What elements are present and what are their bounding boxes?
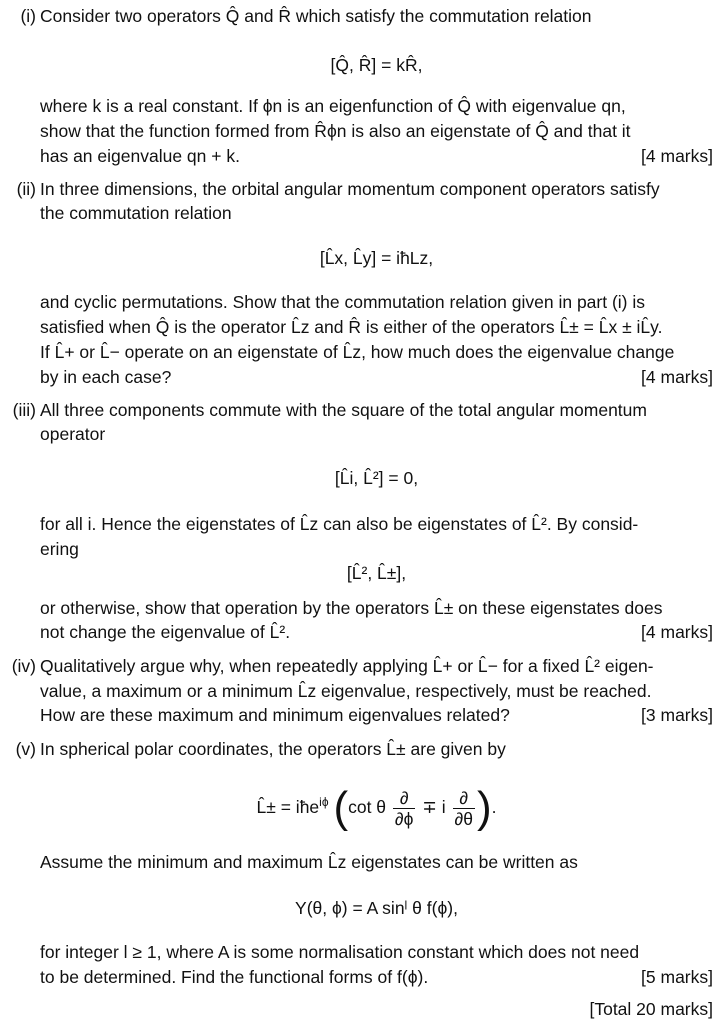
text-line: the commutation relation [40,203,232,223]
equation: [L̂², L̂±], [346,563,407,583]
part-number: (i) [20,6,36,26]
equation-exponent: iϕ [319,795,329,809]
denominator: ∂θ [454,808,473,829]
text-line: by in each case? [40,367,172,387]
marks: [3 marks] [641,705,713,725]
text-line: value, a maximum or a minimum L̂z eigenvalue, respectively, must be reached. [40,681,652,701]
part-number: (ii) [16,179,36,199]
part-number: (iv) [11,656,36,676]
marks: [5 marks] [641,967,713,987]
fraction-dphi [393,788,415,829]
marks: [4 marks] [641,367,713,387]
text-line-with-marks [40,621,713,643]
text-line: All three components commute with the square of the total angular momentum [40,400,647,420]
text-line: for all i. Hence the eigenstates of L̂z can also be eigenstates of L̂². By consid- [40,514,639,534]
equation: [L̂i, L̂²] = 0, [334,468,419,488]
text-line: satisfied when Q̂ is the operator L̂z and R̂ is either of the operators L̂± = L̂x ± iL̂y. [40,317,663,337]
text-line: and cyclic permutations. Show that the commutation relation given in part (i) is [40,292,646,312]
equation: [Q̂, R̂] = kR̂, [330,55,423,75]
text-line-with-marks [40,366,713,388]
text-line: where k is a real constant. If ϕn is an eigenfunction of Q̂ with eigenvalue qn, [40,96,626,116]
text-line: to be determined. Find the functional forms of f(ϕ). [40,967,429,987]
denominator: ∂ϕ [394,808,414,829]
right-paren: ) [476,783,492,833]
text-line: not change the eigenvalue of L̂². [40,622,291,642]
numerator: ∂ [453,788,475,809]
text-line: How are these maximum and minimum eigenvalues related? [40,705,510,725]
fraction-dtheta [453,788,475,829]
text-line: Assume the minimum and maximum L̂z eigenstates can be written as [40,852,578,872]
text-line: for integer l ≥ 1, where A is some normalisation constant which does not need [40,942,640,962]
equation-operator: L̂± = iħe$^{i\phi}$ (cot θ $\frac{\partial}{\partial\phi}$ ∓ i $\frac{\partial}{\partial\theta}$ ). [256,783,497,833]
part-number: (iii) [12,400,36,420]
text-line-with-marks [40,966,713,988]
text-line: or otherwise, show that operation by the operators L̂± on these eigenstates does [40,598,663,618]
text-line: has an eigenvalue qn + k. [40,146,240,166]
text-line: If L̂+ or L̂− operate on an eigenstate of L̂z, how much does the eigenvalue change [40,342,675,362]
text-line-with-marks [40,704,713,726]
text-line: Qualitatively argue why, when repeatedly applying L̂+ or L̂− for a fixed L̂² eigen- [40,656,654,676]
marks: [4 marks] [641,146,713,166]
text-line: In three dimensions, the orbital angular momentum component operators satisfy [40,179,660,199]
equation-mp: ∓ i [422,796,446,817]
text-line: Consider two operators Q̂ and R̂ which satisfy the commutation relation [40,6,592,26]
text-line: In spherical polar coordinates, the operators L̂± are given by [40,739,506,759]
text-line-with-marks [40,145,713,167]
text-line: show that the function formed from R̂ϕn is also an eigenstate of Q̂ and that it [40,121,631,141]
total-marks: [Total 20 marks] [589,999,713,1019]
marks: [4 marks] [641,622,713,642]
text-line: operator [40,424,106,444]
text-line: ering [40,539,79,559]
equation: Y(θ, ϕ) = A sinˡ θ f(ϕ), [295,898,458,918]
part-number: (v) [15,739,36,759]
equation: [L̂x, L̂y] = iħLz, [319,248,434,268]
equation-lhs: L̂± = iħe [256,796,320,817]
equation-cot: cot θ [348,796,387,817]
left-paren: ( [333,783,349,833]
numerator: ∂ [393,788,415,809]
